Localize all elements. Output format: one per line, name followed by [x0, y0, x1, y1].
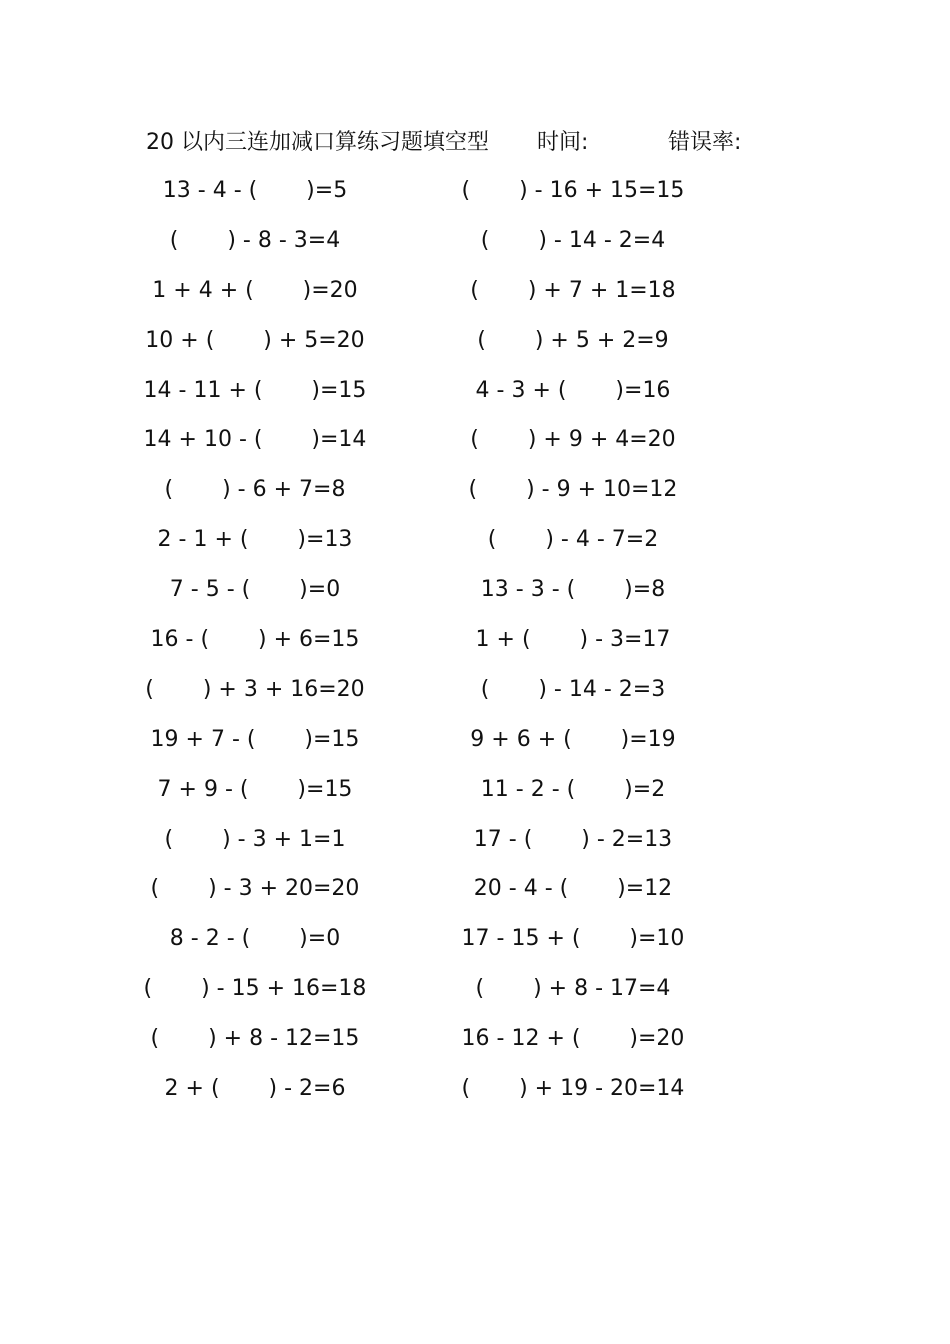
problem-left: ( ) - 3 + 1=1 [164, 826, 346, 852]
problem-right: 20 - 4 - ( )=12 [473, 876, 673, 902]
problem-row [0, 376, 950, 426]
problem-right: ( ) - 14 - 2=4 [480, 227, 666, 253]
worksheet-title: 20 以内三连加减口算练习题填空型 [146, 130, 489, 155]
problem-left: 8 - 2 - ( )=0 [169, 926, 341, 952]
problem-right: ( ) + 5 + 2=9 [477, 327, 669, 353]
problem-row [0, 1024, 950, 1074]
problem-row [0, 226, 950, 276]
problem-row [0, 775, 950, 825]
error-rate-label: 错误率: [668, 130, 742, 155]
problem-right: 13 - 3 - ( )=8 [480, 577, 666, 603]
problem-row [0, 1074, 950, 1124]
problem-left: ( ) - 8 - 3=4 [169, 227, 341, 253]
problem-right: 17 - 15 + ( )=10 [461, 926, 685, 952]
problem-row [0, 974, 950, 1024]
problem-row [0, 675, 950, 725]
problem-row [0, 625, 950, 675]
worksheet-header [146, 128, 786, 158]
problem-right: 9 + 6 + ( )=19 [470, 726, 676, 752]
problem-row [0, 475, 950, 525]
problem-left: 16 - ( ) + 6=15 [150, 627, 360, 653]
problem-left: ( ) + 8 - 12=15 [150, 1026, 360, 1052]
problem-left: ( ) - 15 + 16=18 [143, 976, 367, 1002]
problem-right: ( ) - 9 + 10=12 [468, 477, 678, 503]
problem-left: ( ) - 3 + 20=20 [150, 876, 360, 902]
problem-row [0, 874, 950, 924]
problem-row [0, 924, 950, 974]
problem-left: ( ) - 6 + 7=8 [164, 477, 346, 503]
problem-right: ( ) + 7 + 1=18 [470, 277, 676, 303]
problem-left: 14 + 10 - ( )=14 [143, 427, 367, 453]
problem-right: 17 - ( ) - 2=13 [473, 826, 673, 852]
problem-left: 13 - 4 - ( )=5 [162, 178, 348, 203]
problem-right: ( ) + 19 - 20=14 [461, 1076, 685, 1102]
problem-left: ( ) + 3 + 16=20 [145, 676, 365, 702]
problem-row [0, 575, 950, 625]
problem-right: 4 - 3 + ( )=16 [475, 377, 671, 403]
problem-right: ( ) - 4 - 7=2 [487, 527, 659, 553]
problem-left: 19 + 7 - ( )=15 [150, 726, 360, 752]
problem-left: 1 + 4 + ( )=20 [152, 277, 358, 303]
problem-row [0, 176, 950, 226]
problem-right: 16 - 12 + ( )=20 [461, 1026, 685, 1052]
problem-row [0, 725, 950, 775]
problem-left: 10 + ( ) + 5=20 [145, 327, 365, 353]
problem-right: ( ) + 8 - 17=4 [475, 976, 671, 1002]
problem-right: ( ) - 14 - 2=3 [480, 676, 666, 702]
problem-right: ( ) + 9 + 4=20 [470, 427, 676, 453]
problem-row [0, 276, 950, 326]
problem-left: 2 - 1 + ( )=13 [157, 527, 353, 553]
problem-left: 2 + ( ) - 2=6 [164, 1076, 346, 1102]
problem-row [0, 825, 950, 875]
problem-left: 7 + 9 - ( )=15 [157, 776, 353, 802]
problem-row [0, 425, 950, 475]
problem-row [0, 525, 950, 575]
time-label: 时间: [537, 130, 589, 155]
problem-right: 11 - 2 - ( )=2 [480, 776, 666, 802]
problem-left: 14 - 11 + ( )=15 [143, 377, 367, 403]
problem-list [0, 176, 950, 1124]
problem-right: ( ) - 16 + 15=15 [461, 178, 685, 203]
problem-right: 1 + ( ) - 3=17 [475, 627, 671, 653]
problem-left: 7 - 5 - ( )=0 [169, 577, 341, 603]
problem-row [0, 326, 950, 376]
